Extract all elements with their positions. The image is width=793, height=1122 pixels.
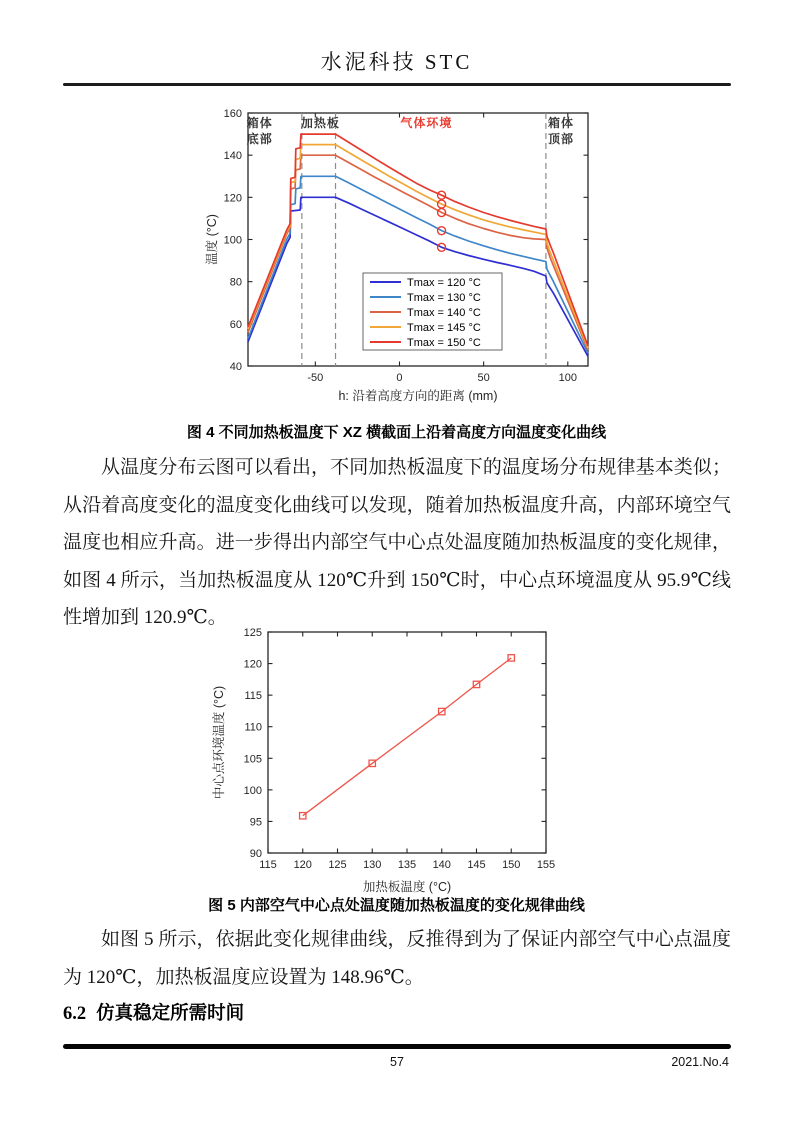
svg-text:125: 125 [243, 627, 262, 639]
svg-text:155: 155 [536, 859, 556, 871]
svg-text:160: 160 [223, 108, 242, 120]
svg-text:135: 135 [397, 859, 417, 871]
footer-rule [63, 1044, 731, 1049]
figure5-chart [208, 618, 588, 918]
svg-text:顶部: 顶部 [548, 132, 575, 146]
svg-text:150: 150 [502, 859, 521, 871]
body-line: 从温度分布云图可以看出，不同加热板温度下的温度场分布规律基本类似； [101, 457, 731, 478]
svg-text:加热板温度 (°C): 加热板温度 (°C) [362, 880, 452, 894]
body-line: 从沿着高度变化的温度变化曲线可以发现，随着加热板温度升高，内部环境空气 [63, 494, 731, 516]
svg-text:40: 40 [229, 361, 242, 373]
svg-text:140: 140 [432, 859, 451, 871]
figure4-caption: 图 4 不同加热板温度下 XZ 横截面上沿着高度方向温度变化曲线 [186, 424, 607, 441]
svg-text:Tmax = 130 °C: Tmax = 130 °C [407, 292, 481, 304]
journal-title: 水泥科技 STC [320, 50, 473, 74]
svg-text:Tmax = 150 °C: Tmax = 150 °C [407, 337, 481, 349]
svg-text:130: 130 [363, 859, 382, 871]
svg-text:中心点环境温度 (°C): 中心点环境温度 (°C) [212, 685, 226, 800]
svg-text:底部: 底部 [246, 132, 273, 146]
svg-text:-50: -50 [307, 372, 324, 384]
section-heading [63, 999, 244, 1025]
svg-text:120: 120 [223, 192, 242, 205]
footer [63, 1055, 731, 1075]
svg-text:90: 90 [249, 848, 262, 860]
figure5-caption: 图 5 内部空气中心点处温度随加热板温度的变化规律曲线 [208, 897, 585, 914]
body-line: 为 120℃，加热板温度应设置为 148.96℃。 [63, 966, 424, 988]
svg-text:Tmax = 120 °C: Tmax = 120 °C [407, 277, 481, 289]
paragraph-2 [63, 921, 731, 996]
svg-text:箱体: 箱体 [548, 116, 575, 130]
svg-text:100: 100 [243, 784, 262, 797]
section-title: 仿真稳定所需时间 [96, 1002, 245, 1023]
svg-text:120: 120 [293, 859, 312, 871]
issue-label: 2021.No.4 [671, 1055, 729, 1069]
svg-text:80: 80 [229, 276, 242, 289]
svg-text:110: 110 [244, 721, 262, 734]
svg-text:气体环境: 气体环境 [400, 116, 453, 130]
body-line: 性增加到 120.9℃。 [63, 607, 227, 629]
body-line: 温度也相应升高。进一步得出内部空气中心点处温度随加热板温度的变化规律， [63, 532, 731, 554]
svg-text:加热板: 加热板 [300, 116, 340, 130]
svg-text:50: 50 [477, 372, 490, 384]
svg-text:115: 115 [259, 859, 277, 871]
section-number: 6.2 [63, 1004, 87, 1024]
header-rule [63, 83, 731, 86]
svg-text:0: 0 [396, 372, 403, 384]
svg-text:60: 60 [229, 318, 242, 331]
svg-text:h: 沿着高度方向的距离 (mm): h: 沿着高度方向的距离 (mm) [338, 389, 498, 403]
svg-text:105: 105 [243, 753, 262, 766]
svg-text:箱体: 箱体 [246, 116, 273, 130]
svg-text:120: 120 [243, 658, 262, 671]
svg-text:100: 100 [558, 372, 577, 384]
figure4-chart [205, 101, 605, 431]
svg-text:145: 145 [467, 859, 486, 871]
svg-text:Tmax = 140 °C: Tmax = 140 °C [407, 307, 481, 319]
page-number: 57 [390, 1055, 404, 1069]
svg-text:Tmax = 145 °C: Tmax = 145 °C [407, 322, 481, 334]
svg-text:140: 140 [223, 150, 242, 163]
svg-text:95: 95 [249, 816, 262, 829]
svg-text:125: 125 [328, 859, 347, 871]
svg-text:115: 115 [244, 690, 262, 703]
body-line: 如图 5 所示，依据此变化规律曲线，反推得到为了保证内部空气中心点温度 [101, 929, 731, 950]
body-line: 如图 4 所示，当加热板温度从 120℃升到 150℃时，中心点环境温度从 95.9℃线 [63, 569, 731, 591]
svg-text:100: 100 [223, 234, 242, 247]
paragraph-1 [63, 449, 731, 637]
svg-text:温度 (°C): 温度 (°C) [205, 214, 219, 265]
